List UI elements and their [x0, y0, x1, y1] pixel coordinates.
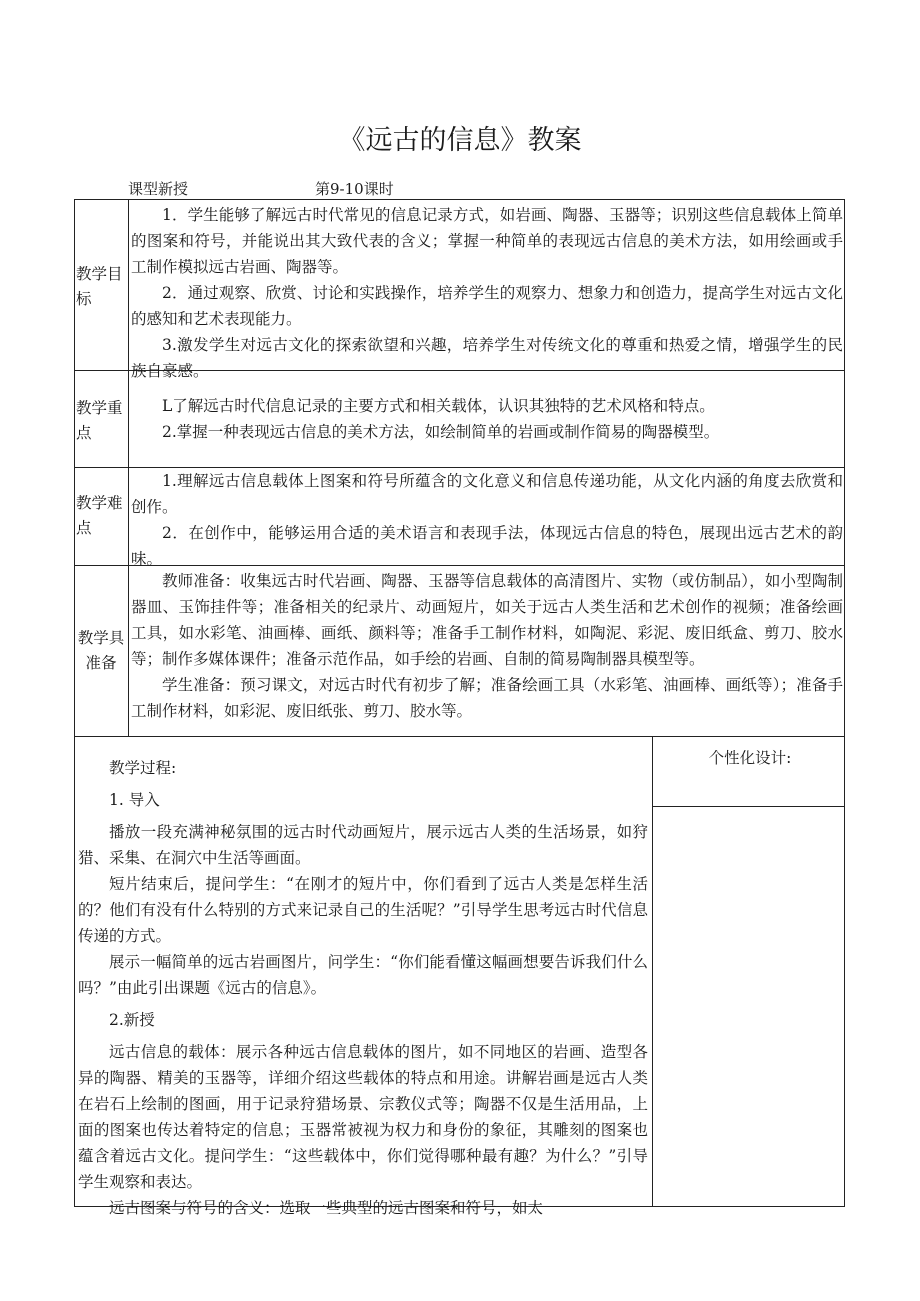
page-title: 《远古的信息》教案 — [338, 125, 582, 156]
objective-item: 1．学生能够了解远古时代常见的信息记录方式，如岩画、陶器、玉器等；识别这些信息载体上简单的图案和符号，并能说出其大致代表的含义；掌握一种简单的表现远古信息的美术方法，如用绘画或手工制作模拟远古岩画、陶器等。 — [131, 206, 843, 276]
process-paragraph: 播放一段充满神秘氛围的远古时代动画短片，展示远古人类的生活场景，如狩猎、采集、在洞穴中生活等画面。 — [78, 823, 648, 867]
material-item: 学生准备：预习课文，对远古时代有初步了解；准备绘画工具（水彩笔、油画棒、画纸等）；准备手工制作材料，如彩泥、废旧纸张、剪刀、胶水等。 — [131, 676, 843, 720]
materials-text — [131, 568, 843, 724]
process-paragraph: 远古信息的载体：展示各种远古信息载体的图片，如不同地区的岩画、造型各异的陶器、精美的玉器等，详细介绍这些载体的特点和用途。讲解岩画是远古人类在岩石上绘制的图画，用于记录狩猎场景、宗教仪式等；陶器不仅是生活用品，上面的图案也传达着特定的信息；玉器常被视为权力和身份的象征，其雕刻的图案也蕴含着远古文化。提问学生：“这些载体中，你们觉得哪种最有趣？为什么？”引导学生观察和表达。 — [78, 1043, 648, 1191]
material-item: 教师准备：收集远古时代岩画、陶器、玉器等信息载体的高清图片、实物（或仿制品），如小型陶制器皿、玉饰挂件等；准备相关的纪录片、动画短片，如关于远古人类生活和艺术创作的视频；准备绘画工具，如水彩笔、油画棒、画纸、颜料等；准备手工制作材料，如陶泥、彩泥、废旧纸盒、剪刀、胶水等；制作多媒体课件；准备示范作品，如手绘的岩画、自制的简易陶制器具模型等。 — [131, 572, 843, 668]
personalized-design-heading: 个性化设计: — [708, 749, 792, 767]
difficulty-item: 1.理解远古信息载体上图案和符号所蕴含的文化意义和信息传递功能，从文化内涵的角度去欣赏和创作。 — [131, 472, 843, 516]
difficulties-label: 教学难点 — [76, 494, 123, 537]
label-column-divider — [128, 199, 129, 737]
process-paragraph: 展示一幅简单的远古岩画图片，问学生：“你们能看懂这幅画想要告诉我们什么吗？”由此引出课题《远古的信息》。 — [78, 953, 648, 997]
objectives-label: 教学目标 — [76, 265, 123, 308]
section-intro-heading: 1. 导入 — [109, 791, 160, 809]
section-new-heading: 2.新授 — [109, 1011, 155, 1029]
materials-label: 教学具准备 — [77, 629, 125, 672]
objectives-text — [131, 202, 843, 384]
key-point-item: L了解远古时代信息记录的主要方式和相关载体，认识其独特的艺术风格和特点。 — [162, 397, 715, 415]
difficulties-text — [131, 468, 843, 572]
side-column-divider — [652, 736, 653, 1207]
row-divider — [74, 736, 845, 737]
process-heading: 教学过程: — [109, 759, 177, 777]
lesson-periods: 第9-10课时 — [315, 180, 394, 198]
process-paragraph: 远古图案与符号的含义：选取一些典型的远古图案和符号，如太 — [109, 1199, 544, 1217]
side-divider — [652, 806, 845, 807]
lesson-type: 课型新授 — [128, 180, 189, 198]
key-points-text — [131, 393, 843, 445]
key-point-item: 2.掌握一种表现远古信息的美术方法，如绘制简单的岩画或制作简易的陶器模型。 — [162, 423, 720, 441]
process-paragraph: 短片结束后，提问学生：“在刚才的短片中，你们看到了远古人类是怎样生活的？他们有没有什么特别的方式来记录自己的生活呢？”引导学生思考远古时代信息传递的方式。 — [78, 875, 648, 945]
objective-item: 2．通过观察、欣赏、讨论和实践操作，培养学生的观察力、想象力和创造力，提高学生对远古文化的感知和艺术表现能力。 — [131, 284, 843, 328]
teaching-process — [78, 755, 648, 1221]
objective-item: 3.激发学生对远古文化的探索欲望和兴趣，培养学生对传统文化的尊重和热爱之情，增强学生的民族自豪感。 — [131, 336, 843, 380]
key-points-label: 教学重点 — [76, 399, 123, 442]
difficulty-item: 2．在创作中，能够运用合适的美术语言和表现手法，体现远古信息的特色，展现出远古艺术的韵味。 — [131, 524, 843, 568]
